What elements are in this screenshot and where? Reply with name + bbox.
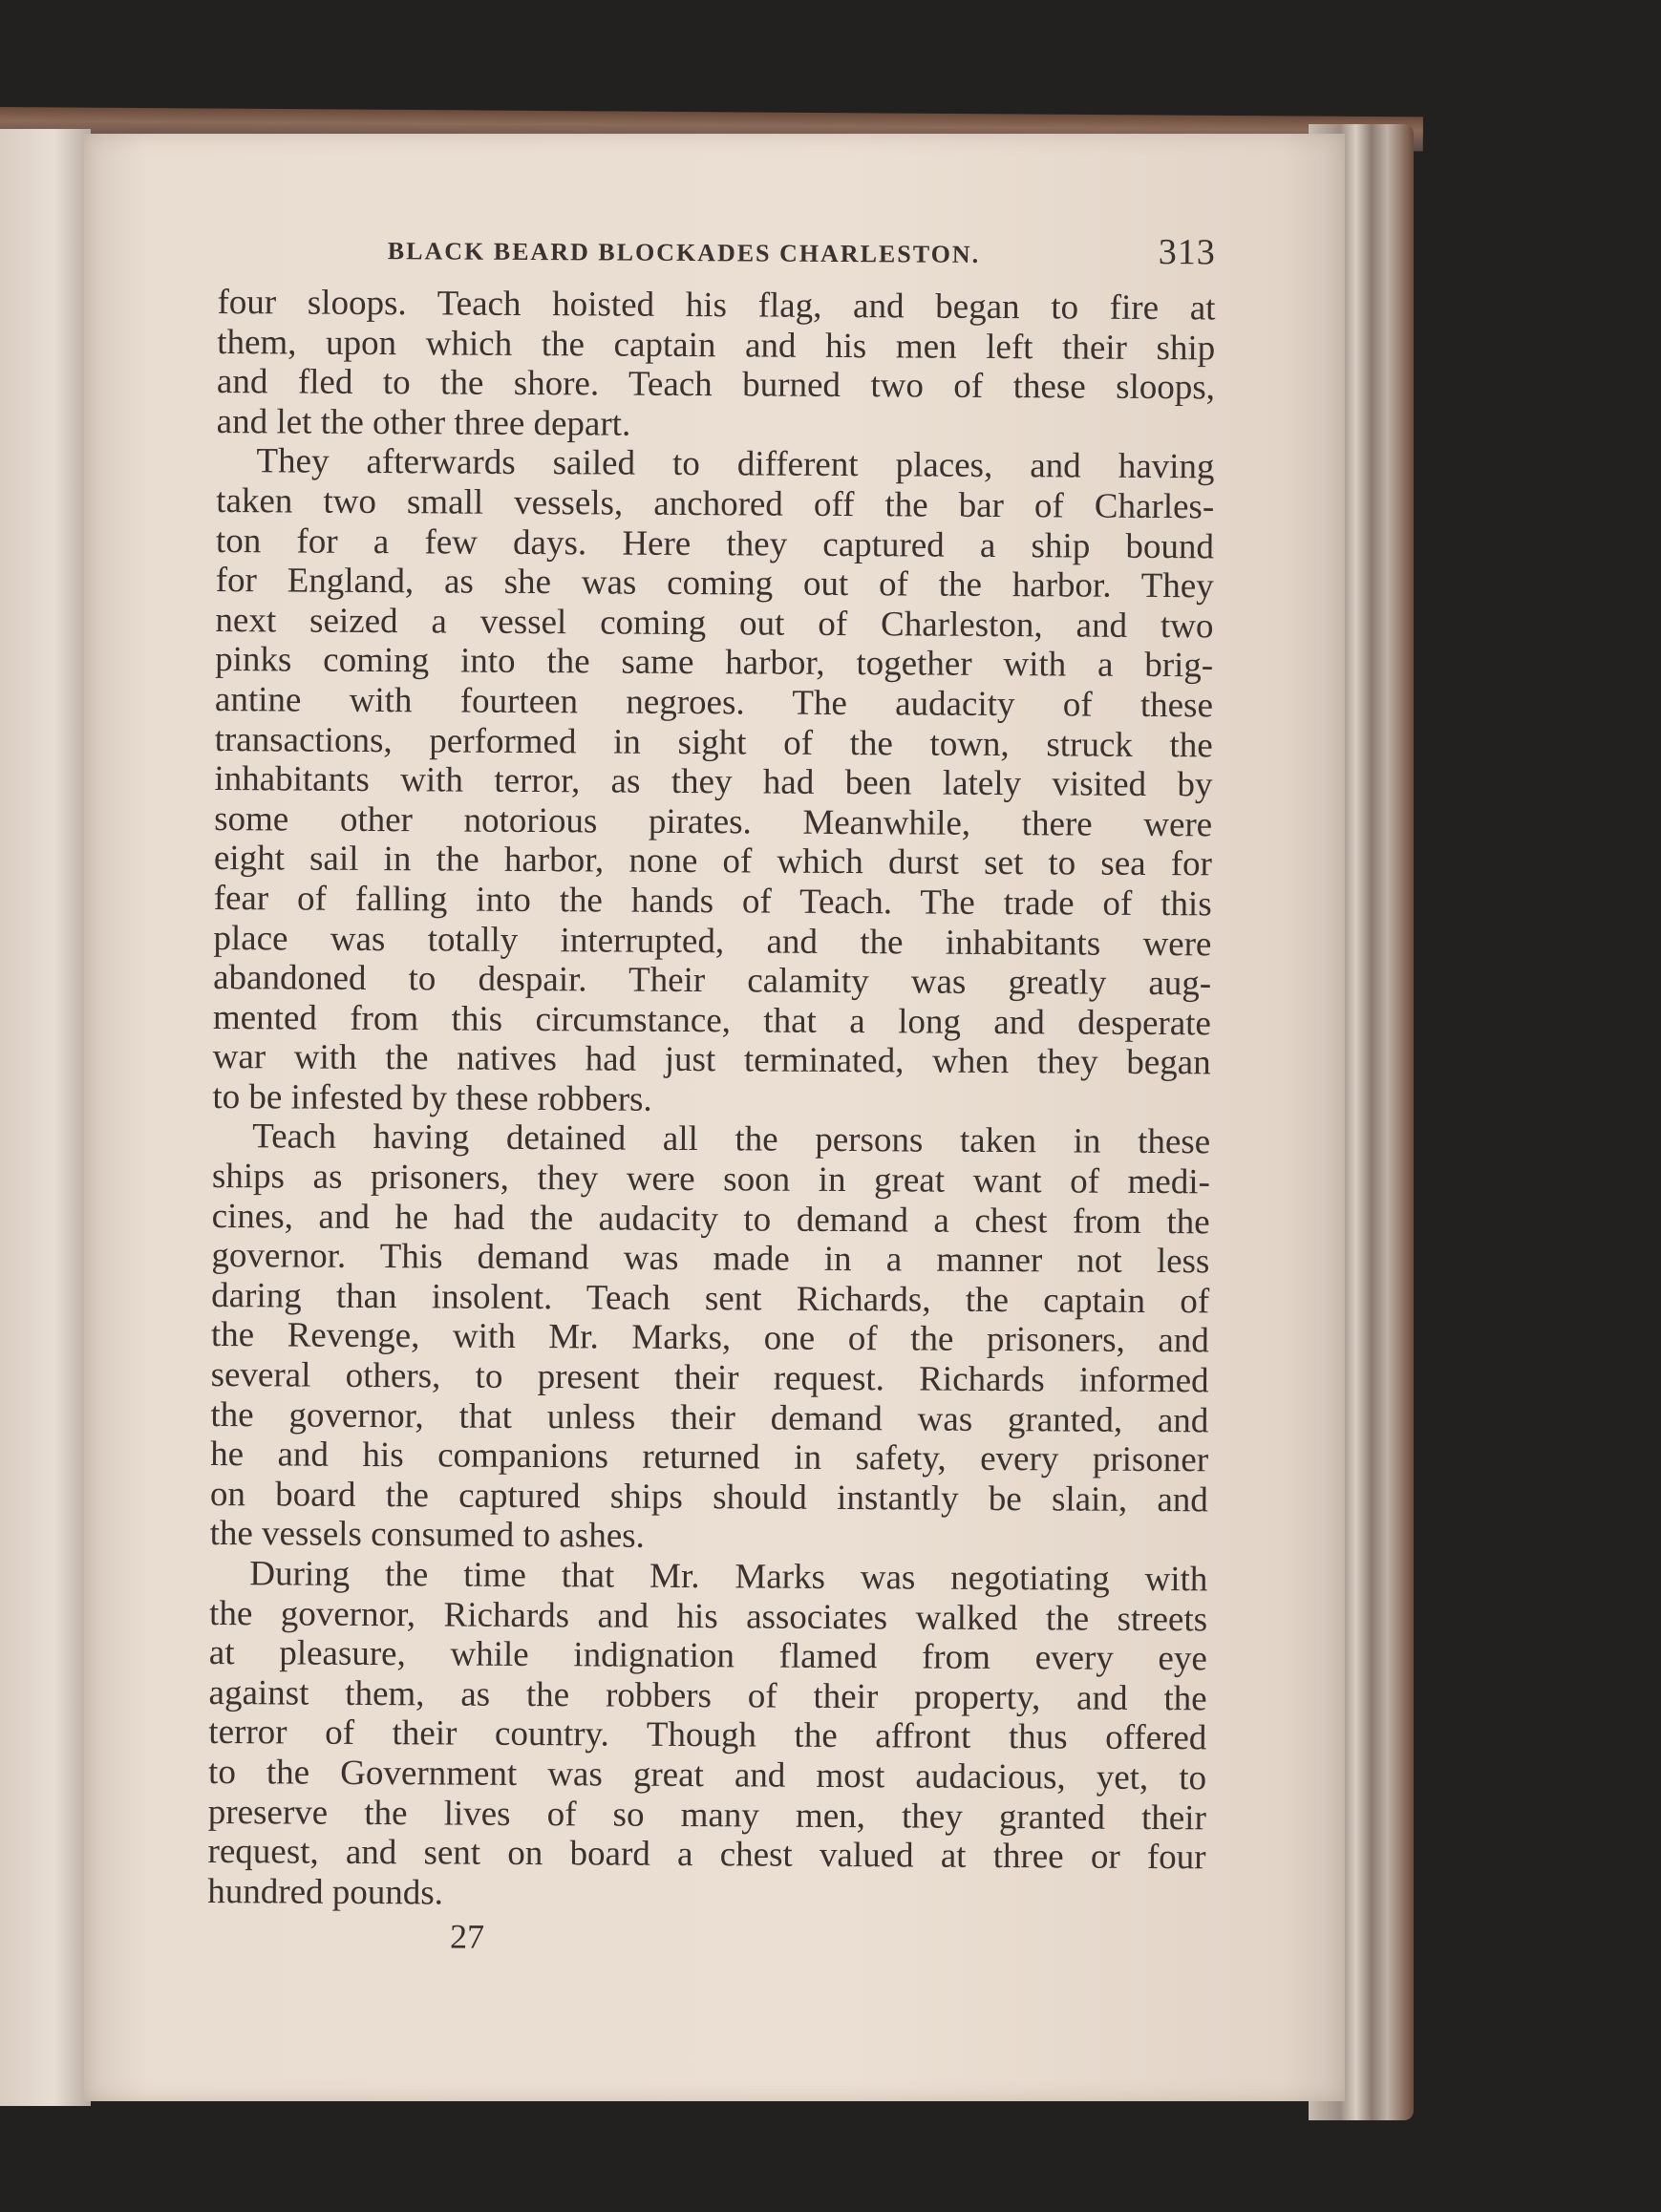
text-line: he and his companions returned in safety, every prisoner	[210, 1435, 1209, 1480]
text-line: against them, as the robbers of their property, and the	[208, 1672, 1207, 1719]
text-line: ships as prisoners, they were soon in great want of medi-	[211, 1157, 1211, 1202]
text-line: preserve the lives of so many men, they granted their	[207, 1792, 1206, 1838]
text-line: hundred pounds.	[207, 1871, 444, 1913]
paragraph	[217, 283, 1216, 448]
text-line: transactions, performed in sight of the town, struck the	[214, 719, 1213, 765]
text-line: the vessels consumed to ashes.	[209, 1514, 645, 1557]
left-page	[0, 129, 91, 2106]
text-line: fear of falling into the hands of Teach. The trade of this	[213, 878, 1212, 925]
text-line: eight sail in the harbor, none of which durst set to sea for	[213, 839, 1213, 884]
text-line: at pleasure, while indignation flamed from every eye	[208, 1633, 1207, 1679]
text-line: antine with fourteen negroes. The audacity of these	[214, 679, 1214, 726]
text-line: taken two small vessels, anchored off the bar of Charles-	[216, 480, 1215, 527]
running-header	[218, 225, 1216, 288]
text-line: cines, and he had the audacity to demand a chest from the	[211, 1196, 1210, 1243]
paragraph	[207, 1554, 1207, 1918]
text-line: request, and sent on board a chest valued at three or four	[207, 1832, 1206, 1878]
page-content	[207, 225, 1216, 1962]
text-line: abandoned to despair. Their calamity was greatly aug-	[213, 958, 1212, 1004]
running-title: BLACK BEARD BLOCKADES CHARLESTON.	[387, 237, 981, 268]
text-line: and let the other three depart.	[216, 401, 631, 444]
text-line: them, upon which the captain and his men left their ship	[217, 322, 1216, 368]
text-line: some other notorious pirates. Meanwhile, there were	[214, 798, 1213, 845]
text-line: They afterwards sailed to different places, and having	[256, 441, 1215, 487]
text-line: inhabitants with terror, as they had been lately visited by	[214, 759, 1213, 805]
text-line: pinks coming into the same harbor, together with a brig-	[215, 640, 1214, 686]
text-line: on board the captured ships should instantly be slain, and	[209, 1474, 1208, 1521]
text-line: Teach having detained all the persons taken in these	[252, 1117, 1211, 1162]
text-line: and fled to the shore. Teach burned two of these sloops,	[216, 362, 1216, 408]
text-line: for England, as she was coming out of the harbor. They	[215, 561, 1214, 606]
text-line: war with the natives had just terminated, when they began	[212, 1037, 1211, 1083]
text-line: mented from this circumstance, that a long and desperate	[212, 997, 1212, 1044]
paragraph	[210, 1117, 1211, 1560]
text-line: four sloops. Teach hoisted his flag, and began to fire at	[217, 282, 1216, 329]
signature-mark: 27	[449, 1917, 485, 1957]
text-line: ton for a few days. Here they captured a ship bound	[215, 521, 1215, 566]
text-line: the governor, that unless their demand was granted, and	[210, 1394, 1209, 1440]
text-line: daring than insolent. Teach sent Richards, the captain of	[211, 1275, 1210, 1322]
text-line: governor. This demand was made in a manner not less	[211, 1236, 1210, 1282]
text-line: the Revenge, with Mr. Marks, one of the prisoners, and	[210, 1315, 1210, 1361]
page-number: 313	[1158, 232, 1216, 273]
text-line: to be infested by these robbers.	[212, 1076, 652, 1119]
text-line: terror of their country. Though the affront thus offered	[208, 1712, 1207, 1758]
text-line: several others, to present their request. Richards informed	[210, 1355, 1209, 1401]
text-line: next seized a vessel coming out of Charleston, and two	[215, 600, 1214, 647]
paragraph	[212, 441, 1214, 1122]
text-line: place was totally interrupted, and the inhabitants were	[213, 918, 1212, 964]
text-line: to the Government was great and most audacious, yet, to	[207, 1752, 1207, 1798]
body-text	[207, 283, 1215, 1918]
text-line: During the time that Mr. Marks was negotiating with	[249, 1554, 1208, 1600]
text-line: the governor, Richards and his associates walked the streets	[208, 1593, 1208, 1639]
